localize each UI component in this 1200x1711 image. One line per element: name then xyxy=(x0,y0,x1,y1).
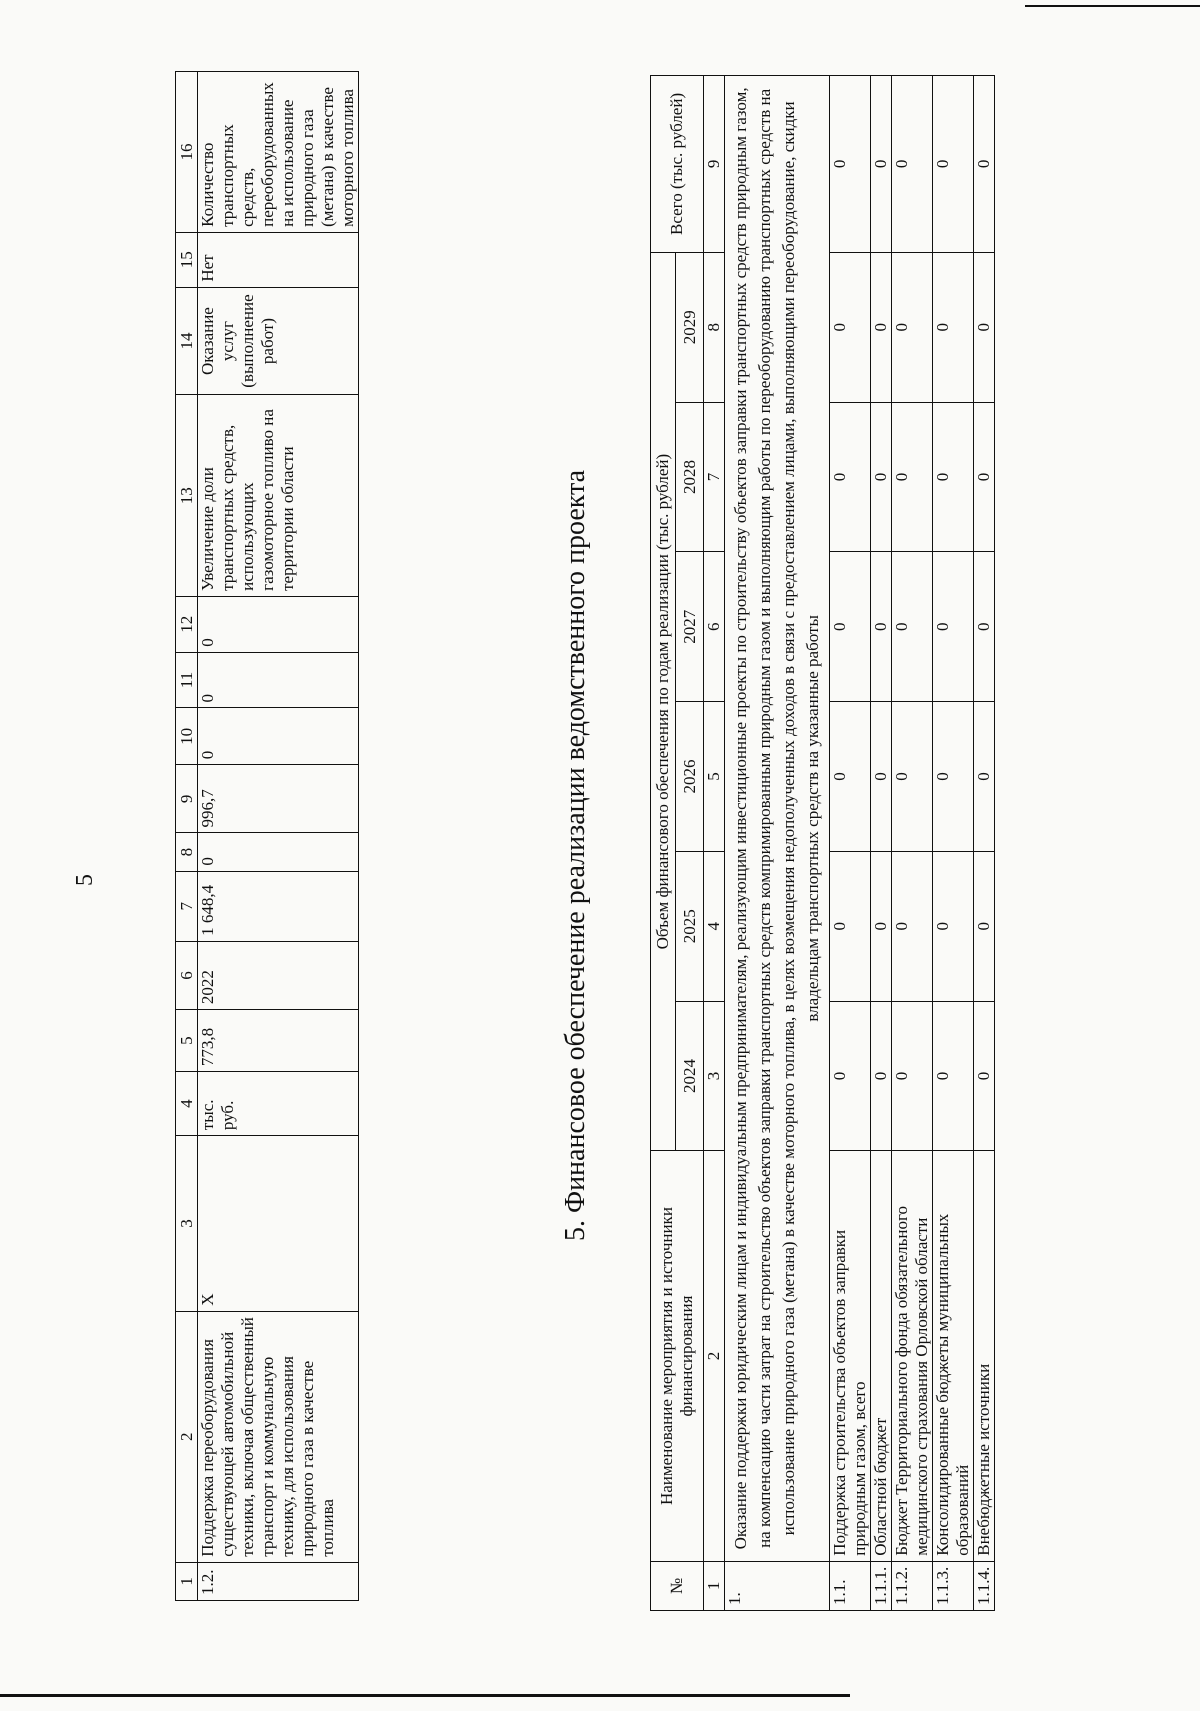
value-2027: 0 xyxy=(892,552,933,702)
page-number: 5 xyxy=(72,874,98,886)
year-header: 2028 xyxy=(676,402,704,552)
value-2025: 0 xyxy=(830,851,871,1001)
indicator-table xyxy=(175,71,359,1601)
value-2027: 0 xyxy=(974,552,995,702)
value-2028: 0 xyxy=(830,402,871,552)
col-number: 7 xyxy=(176,871,198,941)
value-2027: 0 xyxy=(933,552,974,702)
value-2027: 0 xyxy=(830,552,871,702)
activity-name: Поддержка переоборудования существующей автомобильной техники, включая общественный транспорт и коммунальную технику, для использования природного газа в качестве топлива xyxy=(198,1311,359,1562)
value-total: 0 xyxy=(892,76,933,253)
row-number: 1.1.2. xyxy=(892,1561,933,1610)
col-number: 9 xyxy=(704,76,725,253)
value-total: 0 xyxy=(974,76,995,253)
value-2024: 0 xyxy=(892,1001,933,1151)
value-2028: 0 xyxy=(974,402,995,552)
col-number: 15 xyxy=(176,232,198,287)
value-2029: 0 xyxy=(871,252,892,402)
col-number: 3 xyxy=(176,1136,198,1312)
col-number: 1 xyxy=(176,1562,198,1600)
value-2029: 0 xyxy=(974,252,995,402)
source-name: Поддержка строительства объектов заправки природным газом, всего xyxy=(830,1151,871,1561)
col-number: 1 xyxy=(704,1561,725,1610)
value: 0 xyxy=(198,596,359,652)
flag: Нет xyxy=(198,232,359,287)
col-number: 5 xyxy=(176,1010,198,1072)
col-number: 6 xyxy=(704,552,725,702)
col-number: 11 xyxy=(176,652,198,708)
total-header: Всего (тыс. рублей) xyxy=(651,76,704,253)
source-name: Областной бюджет xyxy=(871,1151,892,1561)
table-row xyxy=(892,76,933,1611)
value-2029: 0 xyxy=(830,252,871,402)
col-number: 13 xyxy=(176,395,198,596)
year-header: 2025 xyxy=(676,851,704,1001)
name-header: Наименование мероприятия и источники финансирования xyxy=(651,1151,704,1561)
row-number: 1.1.1. xyxy=(871,1561,892,1610)
value-2026: 0 xyxy=(933,702,974,852)
value-total: 0 xyxy=(830,76,871,253)
task-number: 1. xyxy=(725,1561,830,1610)
value-2024: 0 xyxy=(933,1001,974,1151)
year-header: 2027 xyxy=(676,552,704,702)
finance-header-row xyxy=(651,76,676,1611)
value-2028: 0 xyxy=(871,402,892,552)
col-number: 6 xyxy=(176,941,198,1009)
section-title: 5. Финансовое обеспечение реализации ведомственного проекта xyxy=(560,469,591,1242)
col-number: 12 xyxy=(176,596,198,652)
table-row xyxy=(933,76,974,1611)
row-number: 1.1.3. xyxy=(933,1561,974,1610)
value-2027: 0 xyxy=(871,552,892,702)
col-number: 3 xyxy=(704,1001,725,1151)
value: 0 xyxy=(198,708,359,765)
row-number: 1.1.4. xyxy=(974,1561,995,1610)
col-number: 4 xyxy=(176,1072,198,1136)
table-row xyxy=(974,76,995,1611)
no-header: № xyxy=(651,1561,704,1610)
col-number: 7 xyxy=(704,402,725,552)
value-2025: 0 xyxy=(871,851,892,1001)
year: 2022 xyxy=(198,941,359,1009)
value-2026: 0 xyxy=(892,702,933,852)
col-number: 14 xyxy=(176,287,198,395)
col-number: 10 xyxy=(176,708,198,765)
task-description: Оказание поддержки юридическим лицам и индивидуальным предпринимателям, реализующим инвестиционные проекты по строительству объектов заправки транспортных средств природным газом, на компенсацию части затрат на строительство объектов заправки транспортных средств компримированным природным газом и выполняющим работы по переоборудованию транспортных средств на использование природного газа (метана) в качестве моторного топлива, в целях возмещения недополученных доходов в связи с предоставлением лицами, выполняющими переоборудование, скидки владельцам транспортных средств на указанные работы xyxy=(725,76,830,1562)
value-2024: 0 xyxy=(830,1001,871,1151)
table-row xyxy=(830,76,871,1611)
value-2026: 0 xyxy=(974,702,995,852)
row-number: 1.1. xyxy=(830,1561,871,1610)
value-2025: 0 xyxy=(974,851,995,1001)
finance-table xyxy=(650,75,995,1611)
year-header: 2026 xyxy=(676,702,704,852)
indicator-row xyxy=(198,72,359,1601)
value-total: 0 xyxy=(871,76,892,253)
task-row xyxy=(725,76,830,1611)
col-number: 9 xyxy=(176,765,198,833)
value: 1 648,4 xyxy=(198,871,359,941)
value-2029: 0 xyxy=(892,252,933,402)
value-2025: 0 xyxy=(933,851,974,1001)
result-type: Оказание услуг (выполнение работ) xyxy=(198,287,359,395)
value-2024: 0 xyxy=(974,1001,995,1151)
year-header: 2029 xyxy=(676,252,704,402)
col-number: 5 xyxy=(704,702,725,852)
volume-header: Объем финансового обеспечения по годам реализации (тыс. рублей) xyxy=(651,252,676,1151)
col-number: 8 xyxy=(704,252,725,402)
value-2024: 0 xyxy=(871,1001,892,1151)
unit: тыс. руб. xyxy=(198,1072,359,1136)
result-description: Увеличение доли транспортных средств, использующих газомоторное топливо на территории области xyxy=(198,395,359,596)
value-2028: 0 xyxy=(892,402,933,552)
source-name: Консолидированные бюджеты муниципальных образований xyxy=(933,1151,974,1561)
value-2026: 0 xyxy=(830,702,871,852)
cell-mark: X xyxy=(198,1136,359,1312)
value: 0 xyxy=(198,652,359,708)
col-number: 16 xyxy=(176,72,198,233)
column-numbers-row xyxy=(704,76,725,1611)
table-row xyxy=(871,76,892,1611)
year-header: 2024 xyxy=(676,1001,704,1151)
value-2028: 0 xyxy=(933,402,974,552)
indicator-header-row xyxy=(176,72,198,1601)
value-total: 0 xyxy=(933,76,974,253)
row-number: 1.2. xyxy=(198,1562,359,1600)
indicator-description: Количество транспортных средств, переоборудованных на использование природного газа (метана) в качестве моторного топлива xyxy=(198,72,359,233)
value-2029: 0 xyxy=(933,252,974,402)
source-name: Бюджет Территориального фонда обязательного медицинского страхования Орловской области xyxy=(892,1151,933,1561)
value: 773,8 xyxy=(198,1010,359,1072)
col-number: 2 xyxy=(704,1151,725,1561)
value-2026: 0 xyxy=(871,702,892,852)
col-number: 8 xyxy=(176,833,198,871)
value-2025: 0 xyxy=(892,851,933,1001)
value: 0 xyxy=(198,833,359,871)
col-number: 2 xyxy=(176,1311,198,1562)
source-name: Внебюджетные источники xyxy=(974,1151,995,1561)
value: 996,7 xyxy=(198,765,359,833)
col-number: 4 xyxy=(704,851,725,1001)
